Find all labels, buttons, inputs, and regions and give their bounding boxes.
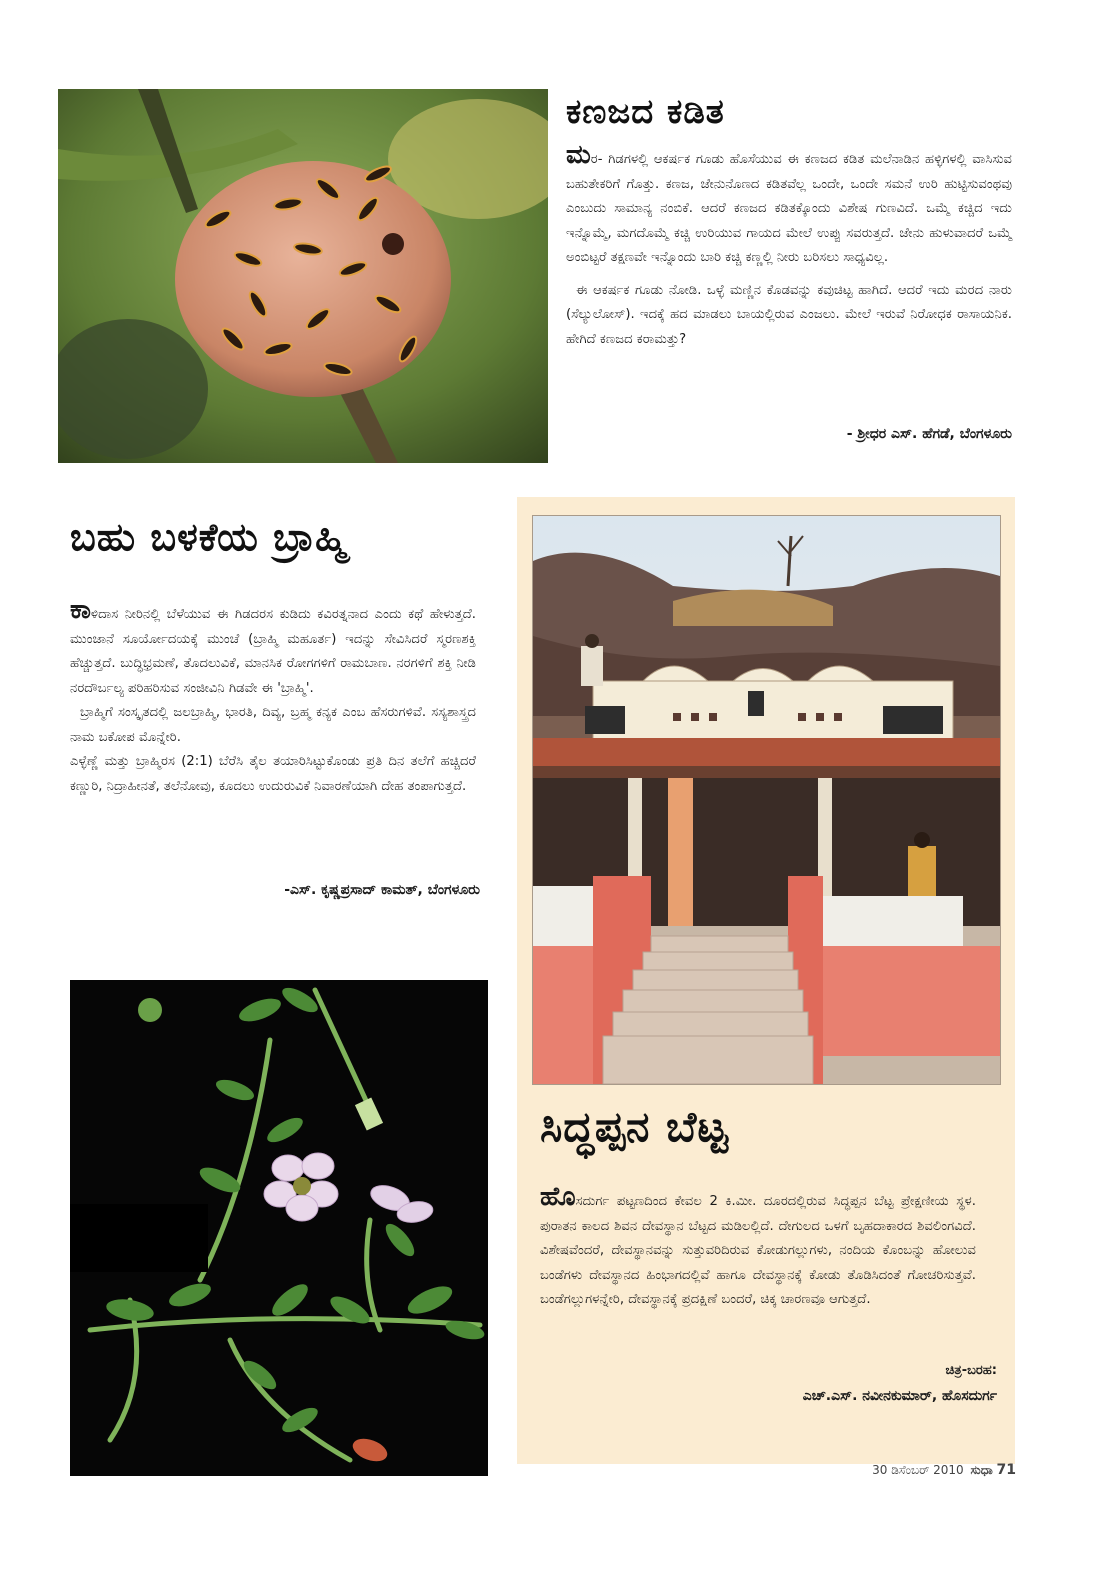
brahmi-paragraph-2: ಬ್ರಾಹ್ಮಿಗೆ ಸಂಸ್ಕೃತದಲ್ಲಿ ಜಲಬ್ರಾಹ್ಮಿ, ಭಾರತಿ, ದಿವ್ಯ, ಬ್ರಹ್ಮ ಕನ್ಯಕ ಎಂಬ ಹೆಸರುಗಳಿವೆ. ಸಸ್ಯಶಾಸ್ತ್ರದ ನಾಮ ಬಕೋಪ ಮೊನ್ನೇರಿ.: [70, 705, 476, 745]
brahmi-paragraph-3: ಎಳ್ಳೆಣ್ಣೆ ಮತ್ತು ಬ್ರಾಹ್ಮಿರಸ (2:1) ಬೆರೆಸಿ ತೈಲ ತಯಾರಿಸಿಟ್ಟುಕೊಂಡು ಪ್ರತಿ ದಿನ ತಲೆಗೆ ಹಚ್ಚಿದರೆ ಕಣ್ಣುರಿ, ನಿದ್ರಾಹೀನತೆ, ತಲೆನೋವು, ಕೂದಲು ಉದುರುವಿಕೆ ನಿವಾರಣೆಯಾಗಿ ದೇಹ ತಂಪಾಗುತ್ತದೆ.: [70, 754, 476, 794]
brahmi-dropcap: ಕಾ: [70, 595, 91, 625]
betta-byline: ಎಚ್.ಎಸ್. ನವೀನಕುಮಾರ್, ಹೊಸದುರ್ಗ: [802, 1388, 997, 1404]
betta-paragraph-1: ಹೊಸದುರ್ಗ ಪಟ್ಟಣದಿಂದ ಕೇವಲ 2 ಕಿ.ಮೀ. ದೂರದಲ್ಲಿರುವ ಸಿದ್ಧಪ್ಪನ ಬೆಟ್ಟ ಪ್ರೇಕ್ಷಣೀಯ ಸ್ಥಳ. ಪುರಾತನ ಕಾಲದ ಶಿವನ ದೇವಸ್ಥಾನ ಬೆಟ್ಟದ ಮಡಿಲಲ್ಲಿದೆ. ದೇಗುಲದ ಒಳಗೆ ಬೃಹದಾಕಾರದ ಶಿವಲಿಂಗವಿದೆ. ವಿಶೇಷವೆಂದರೆ, ದೇವಸ್ಥಾನವನ್ನು ಸುತ್ತುವರಿದಿರುವ ಕೋಡುಗಲ್ಲುಗಳು, ನಂದಿಯ ಕೊಂಬನ್ನು ಹೋಲುವ ಬಂಡೆಗಳು ದೇವಸ್ಥಾನದ ಹಿಂಭಾಗದಲ್ಲಿವೆ ಹಾಗೂ ದೇವಸ್ಥಾನಕ್ಕೆ ಕೋಡು ತೊಡಿಸಿದಂತೆ ಗೋಚರಿಸುತ್ತವೆ. ಬಂಡೆಗಲ್ಲುಗಳನ್ನೇರಿ, ದೇವಸ್ಥಾನಕ್ಕೆ ಪ್ರದಕ್ಷಿಣೆ ಬಂದರೆ, ಚಿಕ್ಕ ಚಾರಣವೂ ಆಗುತ್ತದೆ.: [540, 1182, 976, 1307]
issue-date: 30 ಡಿಸೆಂಬರ್ 2010: [872, 1463, 964, 1477]
wasp-paragraph-1: ಮರ- ಗಿಡಗಳಲ್ಲಿ ಆಕರ್ಷಕ ಗೂಡು ಹೊಸೆಯುವ ಈ ಕಣಜದ ಕಡಿತ ಮಲೆನಾಡಿನ ಹಳ್ಳಿಗಳಲ್ಲಿ ವಾಸಿಸುವ ಬಹುತೇಕರಿಗೆ ಗೊತ್ತು. ಕಣಜ, ಜೇನುನೊಣದ ಕಡಿತವೆಲ್ಲ ಒಂದೇ, ಒಂದೇ ಸಮನೆ ಉರಿ ಹುಟ್ಟಿಸುವಂಥವು ಎಂಬುದು ಸಾಮಾನ್ಯ ನಂಬಿಕೆ. ಆದರೆ ಕಣಜದ ಕಡಿತಕ್ಕೊಂದು ವಿಶೇಷ ಗುಣವಿದೆ. ಒಮ್ಮೆ ಕಚ್ಚಿದ ಇದು ಇನ್ನೊಮ್ಮೆ, ಮಗದೊಮ್ಮೆ ಕಚ್ಚಿ ಉರಿಯುವ ಗಾಯದ ಮೇಲೆ ಉಪ್ಪು ಸವರುತ್ತದೆ. ಜೇನು ಹುಳುವಾದರೆ ಒಮ್ಮೆ ಅಂಬಿಟ್ಟರೆ ತಕ್ಷಣವೇ ಇನ್ನೊಂದು ಬಾರಿ ಕಚ್ಚಿ ಕಣ್ಣಲ್ಲಿ ನೀರು ಬರಿಸಲು ಸಾಧ್ಯವಿಲ್ಲ.: [566, 140, 1012, 265]
betta-credit-label: ಚಿತ್ರ-ಬರಹ:: [945, 1363, 997, 1378]
brahmi-article-body: [70, 595, 476, 799]
brahmi-article-title: ಬಹು ಬಳಕೆಯ ಬ್ರಾಹ್ಮಿ: [70, 515, 348, 559]
wasp-dropcap: ಮ: [566, 140, 591, 170]
betta-dropcap: ಹೊ: [540, 1182, 576, 1212]
wasp-nest-photo: [58, 89, 548, 463]
page-footer: [872, 1462, 1016, 1478]
hill-temple-photo: [532, 515, 1001, 1085]
brahmi-paragraph-1: ಕಾಳಿದಾಸ ನೀರಿನಲ್ಲಿ ಬೆಳೆಯುವ ಈ ಗಿಡದರಸ ಕುಡಿದು ಕವಿರತ್ನನಾದ ಎಂದು ಕಥೆ ಹೇಳುತ್ತದೆ. ಮುಂಜಾನೆ ಸೂರ್ಯೋದಯಕ್ಕೆ ಮುಂಚೆ (ಬ್ರಾಹ್ಮಿ ಮಹೂರ್ತ) ಇದನ್ನು ಸೇವಿಸಿದರೆ ಸ್ಮರಣಶಕ್ತಿ ಹೆಚ್ಚುತ್ತದೆ. ಬುದ್ಧಿಭ್ರಮಣೆ, ತೊದಲುವಿಕೆ, ಮಾನಸಿಕ ರೋಗಗಳಿಗೆ ರಾಮಬಾಣ. ನರಗಳಿಗೆ ಶಕ್ತಿ ನೀಡಿ ನರದೌರ್ಬಲ್ಯ ಪರಿಹರಿಸುವ ಸಂಜೀವಿನಿ ಗಿಡವೇ ಈ 'ಬ್ರಾಹ್ಮಿ'.: [70, 595, 476, 696]
wasp-article-body: [566, 140, 1012, 360]
page-number: 71: [996, 1462, 1016, 1478]
magazine-name: ಸುಧಾ: [970, 1463, 993, 1477]
brahmi-plant-photo: [70, 980, 488, 1476]
wasp-article-title: ಕಣಜದ ಕಡಿತ: [566, 92, 725, 132]
betta-article-title: ಸಿದ್ಧಪ್ಪನ ಬೆಟ್ಟ: [540, 1102, 729, 1151]
wasp-byline: - ಶ್ರೀಧರ ಎಸ್. ಹೆಗಡೆ, ಬೆಂಗಳೂರು: [846, 426, 1012, 442]
wasp-paragraph-2: ಈ ಆಕರ್ಷಕ ಗೂಡು ನೋಡಿ. ಒಳ್ಳೆ ಮಣ್ಣಿನ ಕೊಡವನ್ನು ಕವುಚಿಟ್ಟ ಹಾಗಿದೆ. ಆದರೆ ಇದು ಮರದ ನಾರು (ಸೆಲ್ಯುಲೋಸ್). ಇದಕ್ಕೆ ಹದ ಮಾಡಲು ಬಾಯಲ್ಲಿರುವ ಎಂಜಲು. ಮೇಲೆ ಇರುವೆ ನಿರೋಧಕ ರಾಸಾಯನಿಕ. ಹೇಗಿದೆ ಕಣಜದ ಕರಾಮತ್ತು?: [566, 282, 1012, 347]
brahmi-byline: -ಎಸ್. ಕೃಷ್ಣಪ್ರಸಾದ್ ಕಾಮತ್, ಬೆಂಗಳೂರು: [284, 882, 480, 898]
betta-article-body: [540, 1182, 976, 1313]
